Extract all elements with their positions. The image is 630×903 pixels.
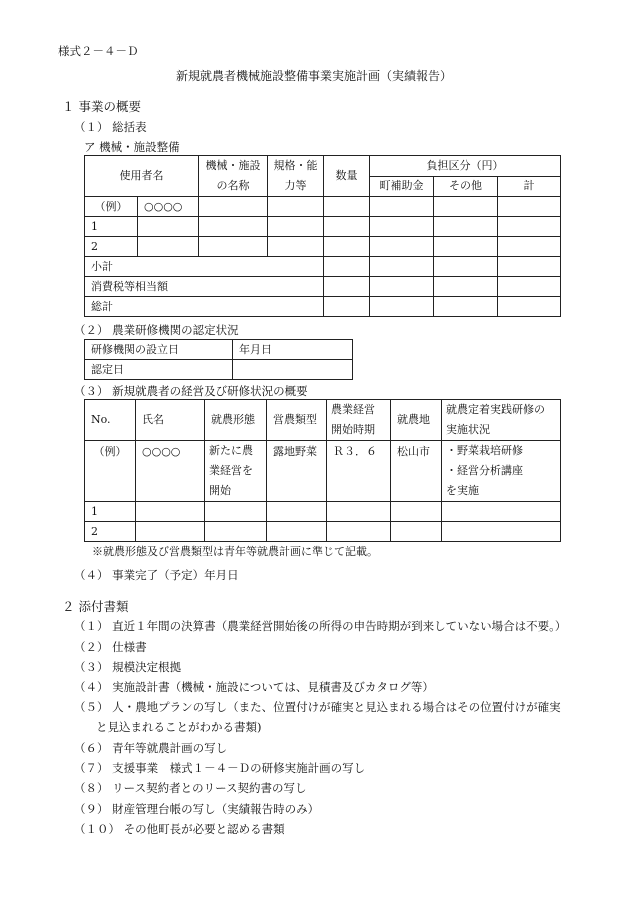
cell[interactable]	[370, 257, 434, 277]
example-start-period: Ｒ３．６	[327, 441, 391, 502]
row-number: 2	[85, 237, 138, 257]
cell[interactable]	[370, 197, 434, 217]
cell[interactable]	[442, 502, 561, 522]
cell[interactable]	[199, 237, 268, 257]
example-label: （例）	[85, 197, 138, 217]
cell[interactable]	[136, 522, 205, 542]
header-name: 氏名	[136, 400, 205, 441]
cell[interactable]	[327, 502, 391, 522]
cell[interactable]	[498, 257, 561, 277]
cell[interactable]	[498, 197, 561, 217]
cell[interactable]	[498, 297, 561, 317]
list-item: （５） 人・農地プランの写し（また、位置付けが確実と見込まれる場合はその位置付けが確実	[74, 700, 561, 714]
cell[interactable]	[324, 197, 370, 217]
cell[interactable]	[205, 502, 267, 522]
equipment-summary-table	[84, 155, 561, 317]
establishment-date-value[interactable]: 年月日	[233, 340, 353, 360]
cell[interactable]	[268, 197, 324, 217]
header-equipment-name: 機械・施設 の名称	[199, 156, 268, 197]
header-start-period: 農業経営 開始時期	[327, 400, 391, 441]
cell[interactable]	[324, 257, 370, 277]
table-row	[85, 197, 561, 217]
header-total: 計	[498, 176, 561, 197]
cell[interactable]	[434, 237, 498, 257]
farmer-overview-table	[84, 399, 561, 542]
cell[interactable]	[370, 277, 434, 297]
header-farming-type: 営農類型	[267, 400, 327, 441]
cell[interactable]	[434, 197, 498, 217]
subtotal-row	[85, 257, 561, 277]
subsection-1-4: （４） 事業完了（予定）年月日	[74, 568, 239, 582]
list-item: （２） 仕様書	[74, 640, 147, 654]
cell[interactable]	[434, 297, 498, 317]
list-item: （９） 財産管理台帳の写し（実績報告時のみ）	[74, 802, 320, 816]
cell[interactable]	[370, 237, 434, 257]
subsection-1-1: （１） 総括表	[74, 120, 147, 134]
subsection-1-3: （３） 新規就農者の経営及び研修状況の概要	[74, 384, 308, 398]
cell[interactable]	[327, 522, 391, 542]
header-quantity: 数量	[324, 156, 370, 197]
row-number: 1	[85, 217, 138, 237]
table-row	[85, 237, 561, 257]
cell[interactable]	[205, 522, 267, 542]
table-row	[85, 522, 561, 542]
example-row	[85, 441, 561, 502]
list-item: （３） 規模決定根拠	[74, 660, 182, 674]
cell[interactable]	[498, 237, 561, 257]
cell[interactable]	[391, 502, 442, 522]
header-training-status: 就農定着実践研修の 実施状況	[442, 400, 561, 441]
cell[interactable]	[370, 297, 434, 317]
document-title: 新規就農者機械施設整備事業実施計画（実績報告）	[176, 69, 453, 83]
list-item: （８） リース契約者とのリース契約書の写し	[74, 781, 307, 795]
cell[interactable]	[268, 237, 324, 257]
cell[interactable]	[324, 277, 370, 297]
section-2-heading: ２ 添付書類	[62, 599, 129, 614]
certification-date-label: 認定日	[85, 360, 233, 380]
tax-label: 消費税等相当額	[85, 277, 324, 297]
table-row	[85, 217, 561, 237]
grand-total-label: 総計	[85, 297, 324, 317]
header-user-name: 使用者名	[85, 156, 199, 197]
list-item: （４） 実施設計書（機械・施設については、見積書及びカタログ等）	[74, 680, 434, 694]
list-item: （１０） その他町長が必要と認める書類	[74, 822, 285, 836]
establishment-date-label: 研修機関の設立日	[85, 340, 233, 360]
example-name: ○○○○	[136, 441, 205, 502]
header-location: 就農地	[391, 400, 442, 441]
cell[interactable]	[138, 237, 199, 257]
cell[interactable]	[498, 277, 561, 297]
header-town-subsidy: 町補助金	[370, 176, 434, 197]
cell[interactable]	[268, 217, 324, 237]
cell[interactable]	[498, 217, 561, 237]
cell[interactable]	[434, 257, 498, 277]
table-note: ※就農形態及び営農類型は青年等就農計画に準じて記載。	[92, 545, 378, 558]
grand-total-row	[85, 297, 561, 317]
table-row	[85, 502, 561, 522]
example-label: （例）	[85, 441, 136, 502]
example-name: ○○○○	[138, 197, 199, 217]
cell[interactable]	[324, 297, 370, 317]
cell[interactable]	[391, 522, 442, 542]
cell[interactable]	[324, 217, 370, 237]
cell[interactable]	[434, 277, 498, 297]
header-burden-division: 負担区分（円）	[370, 156, 561, 177]
cell[interactable]	[370, 217, 434, 237]
cell[interactable]	[267, 522, 327, 542]
subsection-1-1-a: ア 機械・施設整備	[84, 140, 180, 154]
cell[interactable]	[434, 217, 498, 237]
row-number: 2	[85, 522, 136, 542]
cell[interactable]	[136, 502, 205, 522]
cell[interactable]	[138, 217, 199, 237]
list-item: （１） 直近１年間の決算書（農業経営開始後の所得の申告時期が到来していない場合は不要。）	[74, 619, 567, 633]
list-item: （７） 支援事業 様式１－４－Ｄの研修実施計画の写し	[74, 761, 366, 775]
tax-row	[85, 277, 561, 297]
example-farming-form: 新たに農 業経営を 開始	[205, 441, 267, 502]
list-item: と見込まれることがわかる書類)	[96, 720, 262, 734]
header-other: その他	[434, 176, 498, 197]
cell[interactable]	[199, 197, 268, 217]
example-farming-type: 露地野菜	[267, 441, 327, 502]
subsection-1-2: （２） 農業研修機関の認定状況	[74, 323, 239, 337]
cell[interactable]	[199, 217, 268, 237]
header-farming-form: 就農形態	[205, 400, 267, 441]
section-1-heading: １ 事業の概要	[62, 99, 141, 114]
cell[interactable]	[324, 237, 370, 257]
row-number: 1	[85, 502, 136, 522]
form-id: 様式２－４－Ｄ	[58, 44, 139, 58]
certification-table	[84, 339, 353, 380]
certification-date-value[interactable]	[233, 360, 353, 380]
example-location: 松山市	[391, 441, 442, 502]
subtotal-label: 小計	[85, 257, 324, 277]
header-spec: 規格・能 力等	[268, 156, 324, 197]
header-no: No.	[85, 400, 136, 441]
list-item: （６） 青年等就農計画の写し	[74, 741, 228, 755]
example-training: ・野菜栽培研修 ・経営分析講座 を実施	[442, 441, 561, 502]
cell[interactable]	[267, 502, 327, 522]
cell[interactable]	[442, 522, 561, 542]
